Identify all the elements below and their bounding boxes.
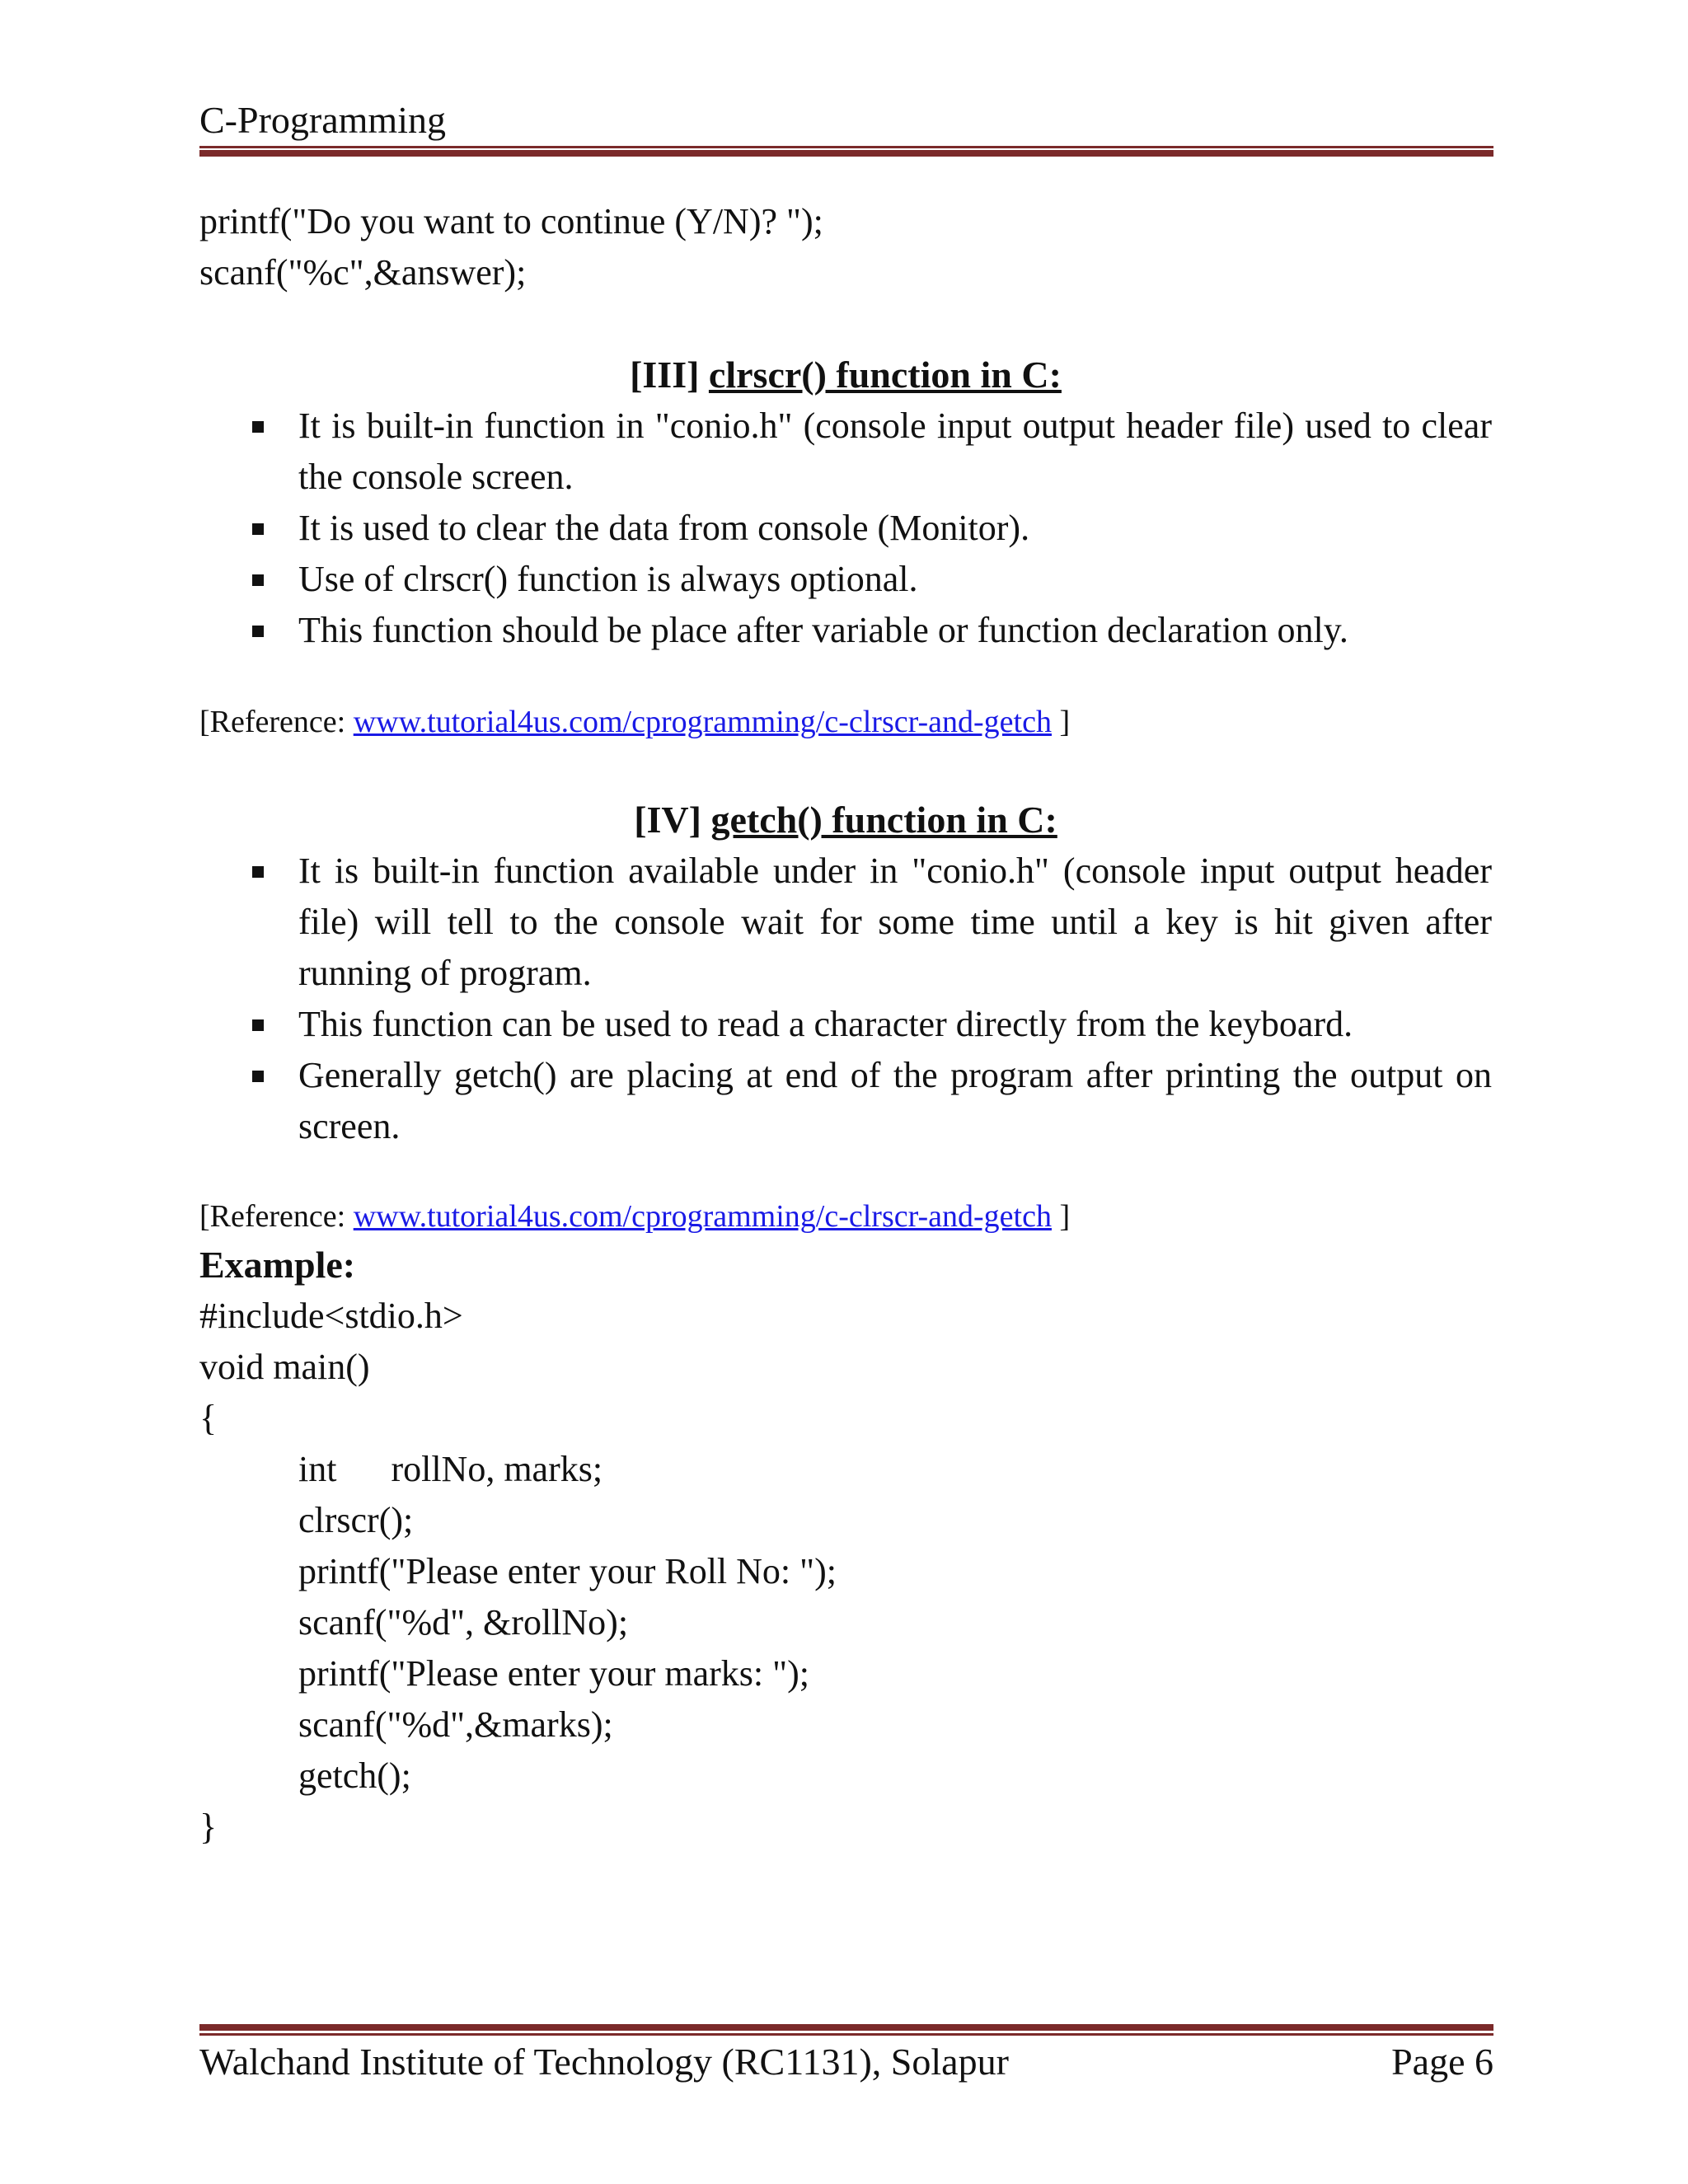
intro-code-line: printf("Do you want to continue (Y/N)? ");: [199, 201, 823, 241]
code-line: }: [199, 1807, 218, 1847]
footer-rule-thick: [199, 2024, 1493, 2031]
square-bullet-icon: [252, 1071, 264, 1082]
reference-label: [Reference:: [199, 1199, 346, 1234]
list-item-text: Generally getch() are placing at end of the program after printing the output on screen.: [298, 1055, 1492, 1146]
list-item: [249, 503, 1492, 554]
square-bullet-icon: [252, 421, 264, 433]
list-item: [249, 1050, 1492, 1152]
section-prefix: [III]: [630, 354, 700, 396]
code-line: clrscr();: [298, 1500, 414, 1540]
list-item: [249, 401, 1492, 503]
reference-getch: [199, 1193, 1070, 1240]
reference-label: [Reference:: [199, 705, 346, 739]
square-bullet-icon: [252, 866, 264, 878]
square-bullet-icon: [252, 626, 264, 637]
list-item-text: It is built-in function available under in "conio.h" (console input output header file) will tell to the console wait for some time until a key is hit given after running of program.: [298, 851, 1492, 993]
square-bullet-icon: [252, 523, 264, 535]
footer-page-number: Page 6: [1391, 2041, 1493, 2083]
list-item-text: Use of clrscr() function is always optional.: [298, 559, 918, 599]
code-line: printf("Please enter your Roll No: ");: [298, 1551, 837, 1591]
code-line: printf("Please enter your marks: ");: [298, 1653, 809, 1694]
code-line: int rollNo, marks;: [298, 1449, 603, 1489]
list-item-text: This function should be place after variable or function declaration only.: [298, 610, 1348, 650]
reference-clrscr: [199, 699, 1070, 745]
reference-close: ]: [1059, 705, 1071, 739]
code-line: void main(): [199, 1347, 370, 1387]
code-line: getch();: [298, 1755, 411, 1796]
document-page: [199, 0, 1492, 2184]
header-rule-thick: [199, 150, 1493, 157]
footer-institute: Walchand Institute of Technology (RC1131), Solapur: [199, 2041, 1009, 2083]
section-title: getch() function in C:: [710, 799, 1057, 841]
getch-bullet-list: [249, 846, 1492, 1152]
header-rule-thin: [199, 146, 1493, 148]
list-item-text: It is built-in function in "conio.h" (console input output header file) used to clear the console screen.: [298, 405, 1492, 497]
square-bullet-icon: [252, 574, 264, 586]
code-line: scanf("%d",&marks);: [298, 1704, 613, 1745]
reference-link[interactable]: www.tutorial4us.com/cprogramming/c-clrscr-and-getch: [353, 1199, 1052, 1234]
list-item: [249, 554, 1492, 605]
code-line: #include<stdio.h>: [199, 1296, 463, 1336]
reference-close: ]: [1059, 1199, 1071, 1234]
square-bullet-icon: [252, 1019, 264, 1031]
list-item: [249, 605, 1492, 656]
reference-link[interactable]: www.tutorial4us.com/cprogramming/c-clrscr-and-getch: [353, 705, 1052, 739]
code-line: scanf("%d", &rollNo);: [298, 1602, 629, 1643]
header-title: C-Programming: [199, 99, 446, 141]
code-line: {: [199, 1398, 218, 1438]
section-heading-clrscr: [199, 349, 1492, 401]
list-item: [249, 846, 1492, 999]
footer-rule-thin: [199, 2033, 1493, 2036]
intro-code-line: scanf("%c",&answer);: [199, 252, 527, 293]
example-label: Example:: [199, 1244, 356, 1286]
section-prefix: [IV]: [634, 799, 701, 841]
section-heading-getch: [199, 794, 1492, 846]
list-item-text: It is used to clear the data from console (Monitor).: [298, 508, 1030, 548]
section-title: clrscr() function in C:: [708, 354, 1062, 396]
list-item-text: This function can be used to read a character directly from the keyboard.: [298, 1004, 1353, 1044]
list-item: [249, 999, 1492, 1050]
clrscr-bullet-list: [249, 401, 1492, 656]
